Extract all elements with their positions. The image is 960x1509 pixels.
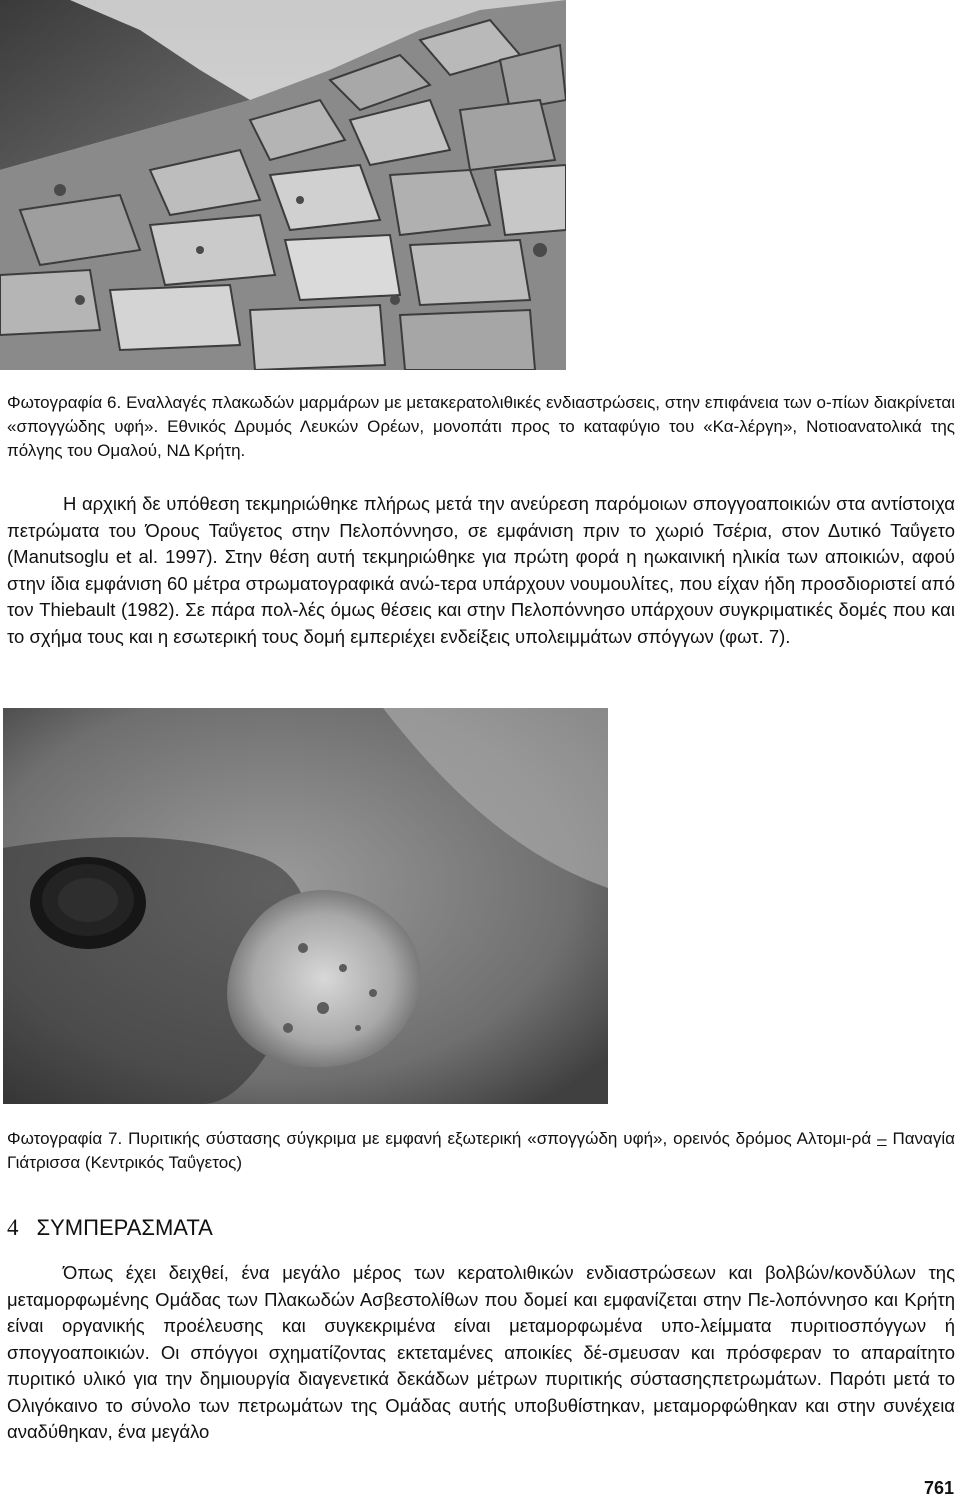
photo-7-caption-text (7, 1127, 955, 1175)
caption-7-part-2: Παναγία Γιάτρισσα (Κεντρικός Ταΰγετος) (7, 1129, 955, 1172)
page-number: 761 (923, 1478, 954, 1498)
caption-7-dash: – (877, 1129, 887, 1148)
photo-7-siliceous-concretion (3, 708, 608, 1104)
body-paragraph-2 (7, 1260, 955, 1446)
photo-6-rock-outcrop (0, 0, 566, 370)
paragraph-1-text: Η αρχική δε υπόθεση τεκμηριώθηκε πλήρως μετά την ανεύρεση παρόμοιων σπογγοαποικιών στα αντίστοιχα πετρώματα του Όρους Ταΰγετος στην Πελοπόννησο, σε εμφάνιση πριν το χωριό Τσέρια, στον Δυτικό Ταΰγετο (Manutsoglu et al. 1997). Στην θέση αυτή τεκμηριώθηκε για πρώτη φορά η ηωκαινική ηλικία των αποικιών, αφού στην ίδια εμφάνιση 60 μέτρα στρωματογραφικά ανώ-τερα υπάρχουν νουμουλίτες, που είχαν ήδη προσδιοριστεί από τον Thiebault (1982). Σε πάρα πολ-λές όμως θέσεις και στην Πελοπόννησο υπάρχουν συγκριματικές δομές που και το σχήμα τους και η εσωτερική τους δομή εμπεριέχει ενδείξεις υπολειμμάτων σπόγγων (φωτ. 7). (7, 493, 955, 647)
photo-7-caption (7, 1127, 955, 1175)
section-title: ΣΥΜΠΕΡΑΣΜΑΤΑ (36, 1215, 213, 1240)
caption-7-part-1: Φωτογραφία 7. Πυριτικής σύστασης σύγκριμα με εμφανή εξωτερική «σπογγώδη υφή», ορεινός δρόμος Αλτομι-ρά (7, 1129, 878, 1148)
section-number: 4 (7, 1215, 19, 1240)
photo-6-caption-text: Φωτογραφία 6. Εναλλαγές πλακωδών μαρμάρων με μετακερατολιθικές ενδιαστρώσεις, στην επιφάνεια των ο-πίων διακρίνεται «σπογγώδης υφή». Εθνικός Δρυμός Λευκών Ορέων, μονοπάτι προς το καταφύγιο του «Κα-λέργη», Νοτιοανατολικά της πόλγης του Ομαλού, ΝΔ Κρήτη. (7, 393, 955, 460)
paragraph-2-text: Όπως έχει δειχθεί, ένα μεγάλο μέρος των κερατολιθικών ενδιαστρώσεων και βολβών/κονδύλων της μεταμορφωμένης Ομάδας των Πλακωδών Ασβεστολίθων που δομεί και εμφανίζεται στην Πε-λοπόννησο και Κρήτη είναι οργανικής προέλευσης και συγκεκριμένα είναι μεταμορφωμένα υπο-λείμματα πυριτιοσπόγγων ή σπογγοαποικιών. Οι σπόγγοι σχηματίζοντας εκτεταμένες αποικίες δέ-σμευσαν και πρόσφεραν το απαραίτητο πυριτικό υλικό για την δημιουργία διαγενετικά δεκάδων μέτρων πυριτικής σύστασηςπετρωμάτων. Παρότι μετά το Ολιγόκαινο το σύνολο των πετρωμάτων της Ομάδας αυτής υποβυθίστηκαν, μεταμορφώθηκαν και στην συνέχεια αναδύθηκαν, ένα μεγάλο (7, 1262, 955, 1442)
photo-6-caption (7, 391, 955, 463)
body-paragraph-1 (7, 491, 955, 650)
section-heading (7, 1213, 213, 1243)
